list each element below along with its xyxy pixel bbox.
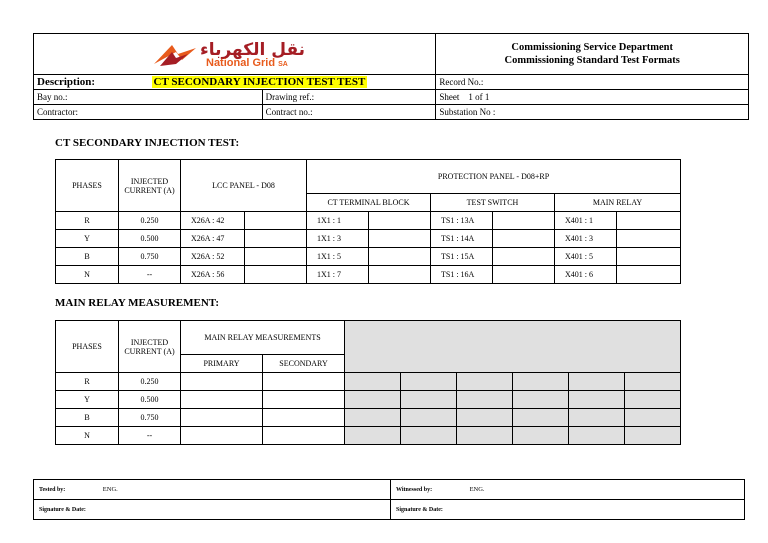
shaded-cell: [625, 373, 681, 391]
bay-no-cell: Bay no.:: [34, 90, 263, 105]
signature-table: [33, 479, 745, 520]
primary-cell[interactable]: [181, 373, 263, 391]
phase-cell: N: [56, 266, 119, 284]
table-row: [56, 391, 681, 409]
shaded-cell: [625, 427, 681, 445]
shaded-cell: [513, 373, 569, 391]
signature-right-cell[interactable]: [391, 500, 745, 520]
table-row: [56, 230, 681, 248]
primary-cell[interactable]: [181, 391, 263, 409]
ct-terminal-cell: 1X1 : 1: [307, 212, 369, 230]
shaded-cell: [513, 427, 569, 445]
secondary-cell[interactable]: [263, 373, 345, 391]
ct-value-cell[interactable]: [369, 212, 431, 230]
shaded-cell: [457, 409, 513, 427]
lcc-value-cell[interactable]: [245, 248, 307, 266]
relay-value-cell[interactable]: [617, 266, 681, 284]
injected-current-header: INJECTED CURRENT (A): [119, 160, 181, 212]
table-row: [56, 373, 681, 391]
shaded-cell: [625, 391, 681, 409]
sheet-cell: Sheet 1 of 1: [436, 90, 749, 105]
current-cell: 0.250: [119, 212, 181, 230]
ct-terminal-cell: 1X1 : 5: [307, 248, 369, 266]
shaded-cell: [457, 373, 513, 391]
ts-value-cell[interactable]: [493, 212, 555, 230]
shaded-header-block: [345, 321, 681, 373]
shaded-cell: [401, 391, 457, 409]
test-switch-header: TEST SWITCH: [431, 194, 555, 212]
ct-terminal-cell: 1X1 : 7: [307, 266, 369, 284]
description-label: Description:: [37, 76, 96, 88]
national-grid-logo: [152, 40, 352, 70]
department-cell: [436, 34, 749, 75]
lcc-cell: X26A : 56: [181, 266, 245, 284]
witnessed-by-cell[interactable]: [391, 480, 745, 500]
ct-value-cell[interactable]: [369, 266, 431, 284]
department-title: Commissioning Service Department: [511, 42, 673, 53]
main-relay-cell: X401 : 3: [555, 230, 617, 248]
ct-value-cell[interactable]: [369, 248, 431, 266]
relay-value-cell[interactable]: [617, 248, 681, 266]
logo-cell: [34, 34, 436, 75]
ct-section-title: CT SECONDARY INJECTION TEST:: [55, 137, 240, 149]
logo-arabic-text: نقل الكهرباء: [200, 40, 306, 60]
header-table: [33, 33, 749, 120]
ct-terminal-cell: 1X1 : 3: [307, 230, 369, 248]
phase-cell: B: [56, 409, 119, 427]
contract-no-cell: Contract no.:: [262, 105, 436, 120]
relay-value-cell[interactable]: [617, 212, 681, 230]
shaded-cell: [513, 409, 569, 427]
substation-no-cell: Substation No :: [436, 105, 749, 120]
ct-terminal-header: CT TERMINAL BLOCK: [307, 194, 431, 212]
lcc-value-cell[interactable]: [245, 212, 307, 230]
phase-cell: Y: [56, 230, 119, 248]
current-cell: 0.500: [119, 230, 181, 248]
description-value: CT SECONDARY INJECTION TEST TEST: [153, 76, 366, 88]
phase-cell: R: [56, 373, 119, 391]
lcc-value-cell[interactable]: [245, 266, 307, 284]
tested-eng-label: ENG.: [102, 486, 118, 493]
phase-cell: Y: [56, 391, 119, 409]
signature-right-label: Signature & Date:: [396, 506, 443, 513]
current-cell: 0.500: [119, 391, 181, 409]
ct-value-cell[interactable]: [369, 230, 431, 248]
current-cell: 0.750: [119, 248, 181, 266]
phases-header: PHASES: [56, 160, 119, 212]
ts-value-cell[interactable]: [493, 230, 555, 248]
primary-cell[interactable]: [181, 409, 263, 427]
ts-value-cell[interactable]: [493, 266, 555, 284]
current-cell: --: [119, 266, 181, 284]
phase-cell: N: [56, 427, 119, 445]
table-row: [56, 248, 681, 266]
drawing-ref-cell: Drawing ref.:: [262, 90, 436, 105]
ct-injection-table: [55, 159, 681, 284]
tested-by-label: Tested by:: [39, 487, 66, 493]
shaded-cell: [401, 409, 457, 427]
relay-value-cell[interactable]: [617, 230, 681, 248]
secondary-header: SECONDARY: [263, 355, 345, 373]
current-cell: 0.250: [119, 373, 181, 391]
test-switch-cell: TS1 : 16A: [431, 266, 493, 284]
shaded-cell: [401, 373, 457, 391]
lcc-value-cell[interactable]: [245, 230, 307, 248]
table-row: [56, 427, 681, 445]
shaded-cell: [345, 373, 401, 391]
shaded-cell: [401, 427, 457, 445]
logo-english-text: National Grid SA: [206, 57, 288, 69]
main-relay-header: MAIN RELAY: [555, 194, 681, 212]
contractor-cell: Contractor:: [34, 105, 263, 120]
relay-measurement-table: [55, 320, 681, 445]
signature-left-cell[interactable]: [34, 500, 391, 520]
shaded-cell: [569, 427, 625, 445]
lcc-cell: X26A : 52: [181, 248, 245, 266]
signature-left-label: Signature & Date:: [39, 506, 86, 513]
phase-cell: B: [56, 248, 119, 266]
secondary-cell[interactable]: [263, 391, 345, 409]
main-relay-cell: X401 : 5: [555, 248, 617, 266]
test-switch-cell: TS1 : 15A: [431, 248, 493, 266]
secondary-cell[interactable]: [263, 427, 345, 445]
measurements-header: MAIN RELAY MEASUREMENTS: [181, 321, 345, 355]
witnessed-by-label: Witnessed by:: [396, 487, 433, 493]
shaded-cell: [513, 391, 569, 409]
formats-title: Commissioning Standard Test Formats: [504, 55, 680, 66]
injected-current-header: INJECTED CURRENT (A): [119, 321, 181, 373]
record-no-cell: Record No.:: [436, 75, 749, 90]
shaded-cell: [625, 409, 681, 427]
current-cell: 0.750: [119, 409, 181, 427]
primary-cell[interactable]: [181, 427, 263, 445]
table-row: [56, 266, 681, 284]
shaded-cell: [345, 427, 401, 445]
shaded-cell: [569, 409, 625, 427]
main-relay-cell: X401 : 6: [555, 266, 617, 284]
description-cell: [34, 75, 436, 90]
relay-section-title: MAIN RELAY MEASUREMENT:: [55, 297, 219, 309]
table-row: [56, 212, 681, 230]
main-relay-cell: X401 : 1: [555, 212, 617, 230]
lcc-cell: X26A : 42: [181, 212, 245, 230]
shaded-cell: [457, 391, 513, 409]
shaded-cell: [569, 391, 625, 409]
shaded-cell: [457, 427, 513, 445]
current-cell: --: [119, 427, 181, 445]
test-switch-cell: TS1 : 14A: [431, 230, 493, 248]
lcc-cell: X26A : 47: [181, 230, 245, 248]
shaded-cell: [345, 391, 401, 409]
logo-emblem-icon: [152, 42, 198, 70]
protection-panel-header: PROTECTION PANEL - D08+RP: [307, 160, 681, 194]
secondary-cell[interactable]: [263, 409, 345, 427]
table-row: [56, 409, 681, 427]
test-switch-cell: TS1 : 13A: [431, 212, 493, 230]
witnessed-eng-label: ENG.: [469, 486, 485, 493]
lcc-panel-header: LCC PANEL - D08: [181, 160, 307, 212]
primary-header: PRIMARY: [181, 355, 263, 373]
phases-header: PHASES: [56, 321, 119, 373]
shaded-cell: [345, 409, 401, 427]
ts-value-cell[interactable]: [493, 248, 555, 266]
tested-by-cell[interactable]: [34, 480, 391, 500]
shaded-cell: [569, 373, 625, 391]
phase-cell: R: [56, 212, 119, 230]
